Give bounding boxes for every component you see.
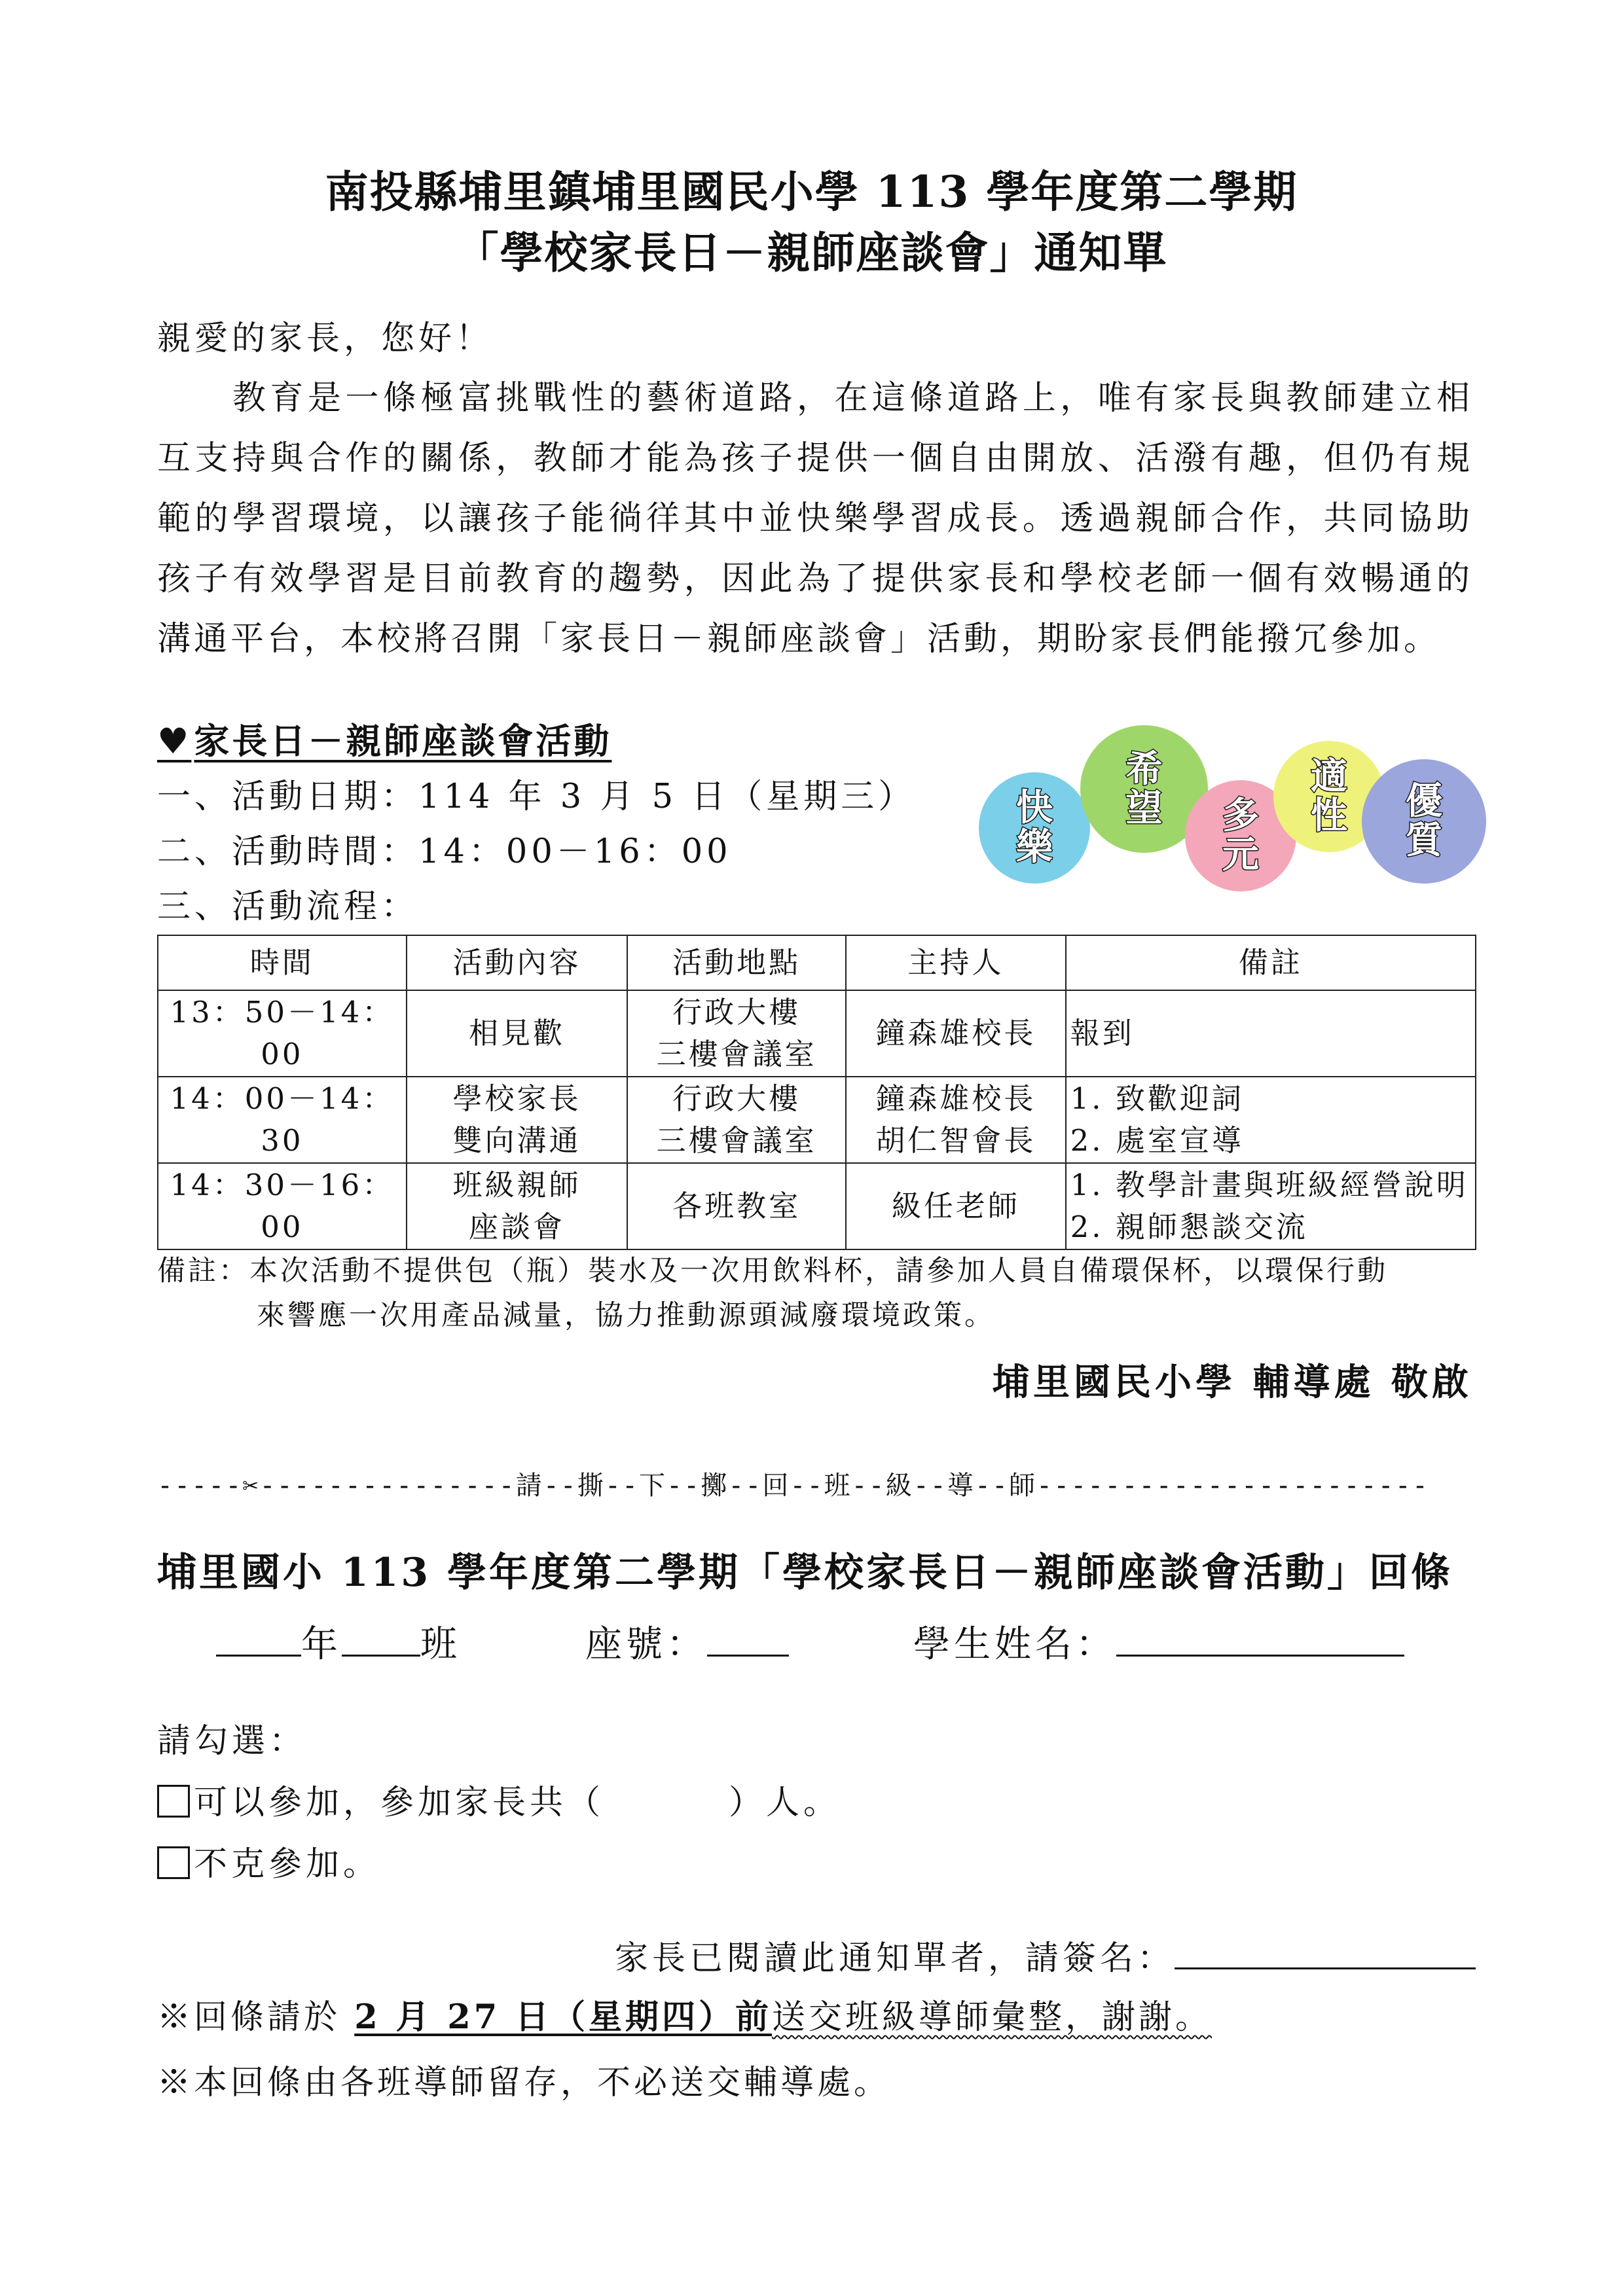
activity-heading (157, 713, 611, 764)
cell-text: 相見歡 (469, 1016, 566, 1050)
column-header: 備註 (1066, 935, 1476, 990)
student-name-label: 學生姓名： (913, 1623, 1116, 1666)
decline-option (157, 1837, 380, 1885)
cell-text: 行政大樓 (672, 995, 801, 1030)
deadline-prefix: ※回條請於 (157, 1998, 355, 2037)
choose-label: 請勾選： (157, 1722, 307, 1761)
deadline-date: 2 月 27 日（星期四） (354, 1998, 735, 2037)
note-cell (1066, 990, 1476, 1077)
student-name-field[interactable] (1116, 1621, 1404, 1657)
cell-text: 雙向溝通 (452, 1123, 581, 1158)
page-subtitle: 「學校家長日－親師座談會」通知單 (455, 227, 1168, 278)
letter-body: 教育是一條極富挑戰性的藝術道路，在這條道路上，唯有家長與教師建立相互支持與合作的關係，教師才能為孩子提供一個自由開放、活潑有趣，但仍有規範的學習環境，以讓孩子能徜徉其中並快樂學習成長。透過親師合作，共同協助孩子有效學習是目前教育的趨勢，因此為了提供家長和學校老師一個有效暢通的溝通平台，本校將召開「家長日－親師座談會」活動，期盼家長們能撥冗參加。 (157, 379, 1473, 658)
class-label: 班 (420, 1623, 461, 1666)
remark-note (157, 1249, 1480, 1338)
cell-text: 行政大樓 (672, 1081, 801, 1116)
place-cell (627, 1163, 846, 1249)
badge-happy (979, 772, 1090, 884)
table-row (158, 1163, 1476, 1249)
column-header: 活動地點 (627, 935, 846, 990)
badge-label: 快樂 (1016, 787, 1053, 869)
badge-label: 適性 (1311, 755, 1347, 837)
activity-heading-text: 家長日－親師座談會活動 (194, 720, 612, 762)
remark-line: 來響應一次用產品減量，協力推動源頭減廢環境政策。 (257, 1299, 995, 1332)
class-field[interactable] (342, 1621, 420, 1657)
greeting: 親愛的家長，您好！ (157, 319, 494, 358)
signature-field[interactable] (1175, 1933, 1476, 1969)
signature-label: 家長已閱讀此通知單者，請簽名： (614, 1939, 1175, 1978)
cell-text: 各班教室 (672, 1189, 801, 1223)
cell-text: 1. 教學計畫與班級經營說明 (1070, 1168, 1468, 1202)
note-cell (1066, 1163, 1476, 1249)
cell-text: 報到 (1070, 1016, 1135, 1050)
attend-option (157, 1775, 841, 1823)
attend-checkbox[interactable] (157, 1785, 190, 1818)
student-fields (216, 1615, 1404, 1668)
seat-label: 座號： (585, 1623, 707, 1666)
deadline-before: 前 (735, 1998, 772, 2037)
content-cell (407, 990, 628, 1077)
cell-text: 胡仁智會長 (875, 1123, 1036, 1158)
time-cell: 13：50－14：00 (158, 990, 407, 1077)
cell-text: 三樓會議室 (656, 1123, 817, 1158)
decline-label: 不克參加。 (194, 1845, 381, 1884)
cell-text: 1. 致歡迎詞 (1070, 1081, 1244, 1116)
badge-quality (1362, 759, 1486, 884)
page-title: 南投縣埔里鎮埔里國民小學 113 學年度第二學期 (325, 166, 1298, 217)
note-cell (1066, 1077, 1476, 1163)
cell-text: 2. 處室宣導 (1070, 1123, 1244, 1158)
place-cell (627, 990, 846, 1077)
cell-text: 鐘森雄校長 (875, 1016, 1036, 1050)
host-cell (846, 990, 1066, 1077)
cell-text: 班級親師 (452, 1168, 581, 1202)
time-cell: 14：30－16：00 (158, 1163, 407, 1249)
remark-line: 備註：本次活動不提供包（瓶）裝水及一次用飲料杯，請參加人員自備環保杯，以環保行動 (157, 1255, 1388, 1287)
activity-date: 一、活動日期：114 年 3 月 5 日（星期三） (157, 778, 916, 816)
signoff: 埔里國民小學 輔導處 敬啟 (993, 1361, 1472, 1404)
column-header: 時間 (158, 935, 407, 990)
attend-label: 可以參加，參加家長共（ (194, 1784, 605, 1822)
tear-off-line: -----✂---------------請--撕--下--擲--回--班--級--導--師----------------------- (157, 1471, 1429, 1501)
time-cell: 14：00－14：30 (158, 1077, 407, 1163)
slogan-badges (979, 720, 1489, 897)
cell-text: 鐘森雄校長 (875, 1081, 1036, 1116)
badge-label: 多元 (1222, 795, 1259, 876)
table-header-row (158, 935, 1476, 990)
deadline-suffix: 送交班級導師彙整，謝謝。 (771, 1998, 1212, 2037)
activity-time: 二、活動時間：14：00－16：00 (157, 833, 732, 871)
place-cell (627, 1077, 846, 1163)
activity-flow-label: 三、活動流程： (157, 888, 419, 926)
content-cell (407, 1163, 628, 1249)
heart-icon: ♥ (157, 720, 192, 762)
schedule-table (157, 935, 1476, 1250)
badge-label: 優質 (1406, 780, 1442, 862)
grade-label: 年 (301, 1623, 342, 1666)
column-header: 活動內容 (407, 935, 628, 990)
cell-text: 學校家長 (452, 1081, 581, 1116)
signature-row (615, 1931, 1476, 1979)
reply-slip-title: 埔里國小 113 學年度第二學期「學校家長日－親師座談會活動」回條 (157, 1550, 1453, 1596)
cell-text: 座談會 (469, 1210, 566, 1244)
table-row (158, 1077, 1476, 1163)
cell-text: 級任老師 (891, 1189, 1020, 1223)
content-cell (407, 1077, 628, 1163)
keep-note: ※本回條由各班導師留存，不必送交輔導處。 (157, 2064, 891, 2102)
badge-label: 希望 (1125, 747, 1163, 830)
host-cell (846, 1163, 1066, 1249)
seat-field[interactable] (707, 1621, 789, 1657)
column-header: 主持人 (846, 935, 1066, 990)
grade-field[interactable] (216, 1621, 301, 1657)
host-cell (846, 1077, 1066, 1163)
cell-text: 2. 親師懇談交流 (1070, 1210, 1308, 1244)
cell-text: 三樓會議室 (656, 1037, 817, 1071)
attend-suffix: ）人。 (729, 1784, 841, 1822)
table-row (158, 990, 1476, 1077)
decline-checkbox[interactable] (157, 1846, 190, 1879)
deadline-note (157, 1990, 1212, 2038)
